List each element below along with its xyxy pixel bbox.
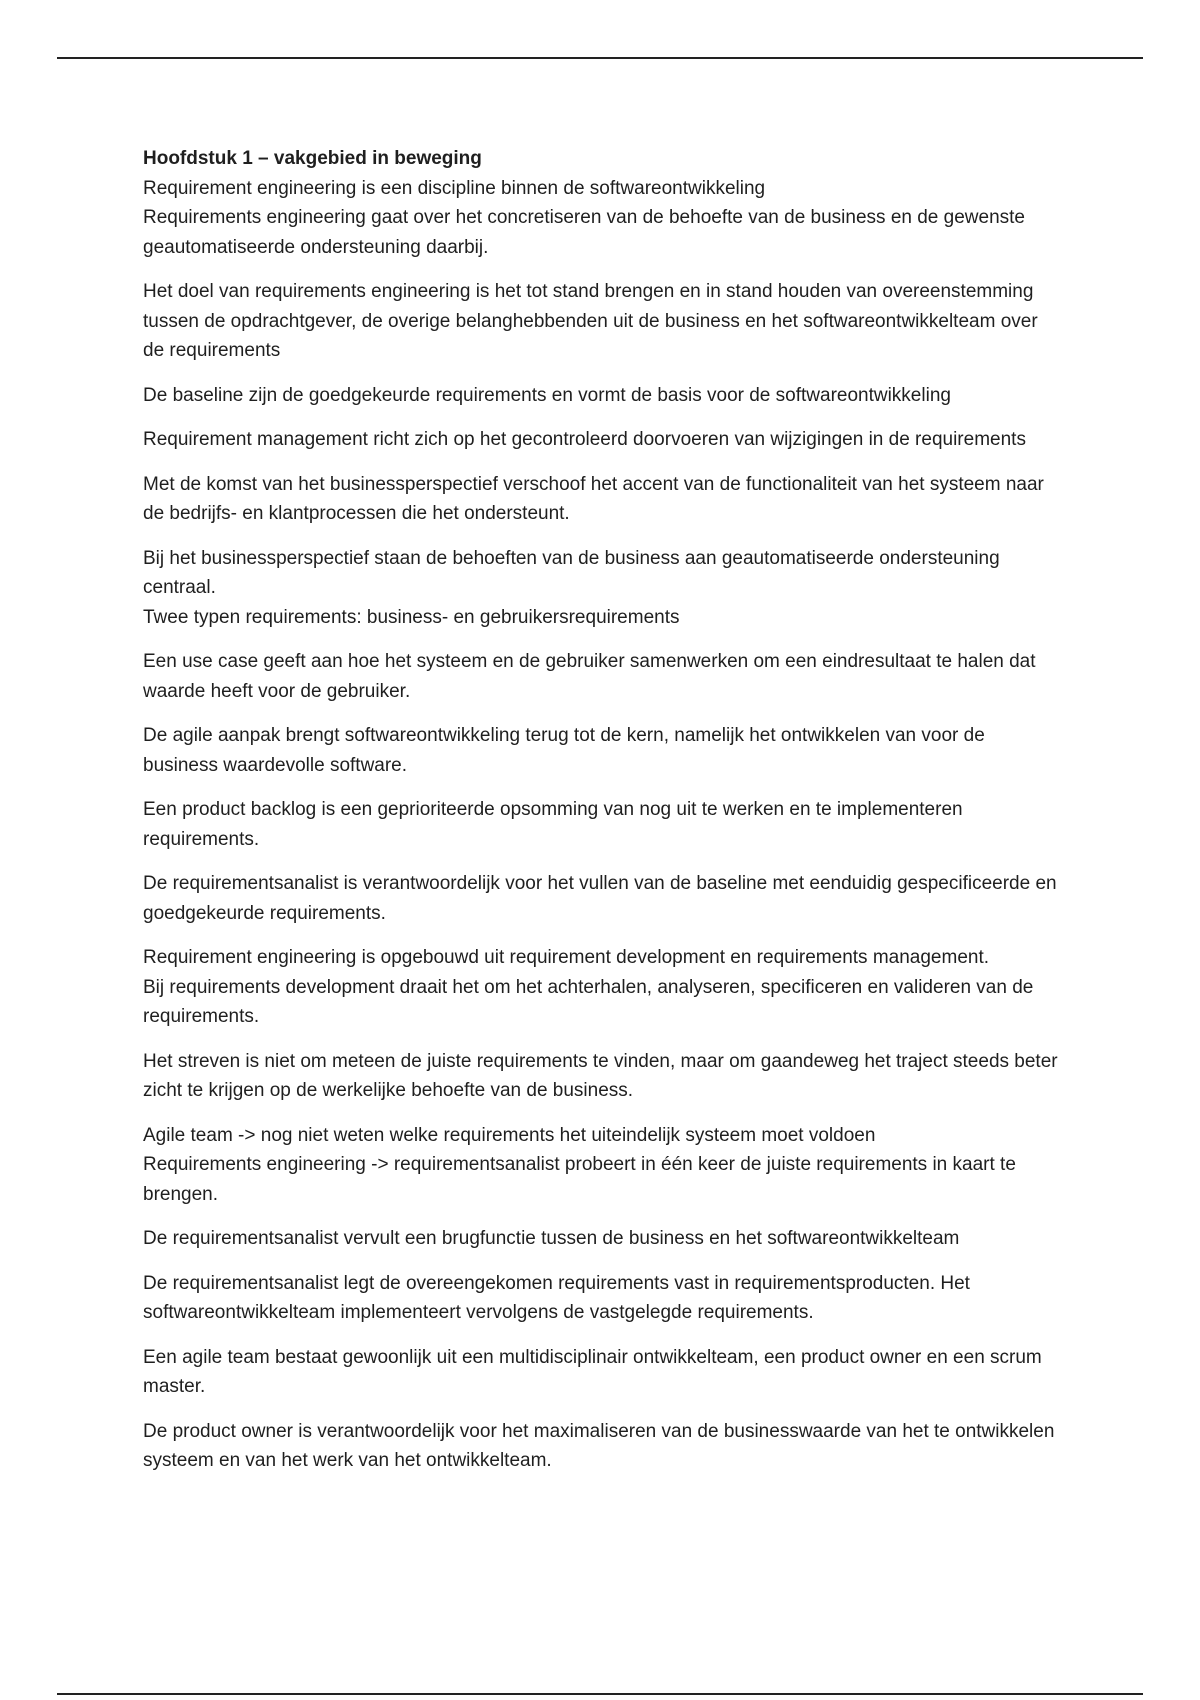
paragraph-line: Bij het businessperspectief staan de behoeften van de business aan geautomatiseerde ondersteuning centraal.: [143, 547, 1000, 598]
paragraph-line: Met de komst van het businessperspectief verschoof het accent van de functionaliteit van het systeem naar de bedrijfs- en klantprocessen die het ondersteunt.: [143, 473, 1044, 524]
paragraph: [143, 647, 1063, 706]
paragraph-line: Een product backlog is een geprioriteerde opsomming van nog uit te werken en te implementeren requirements.: [143, 799, 963, 850]
paragraph-line: Het streven is niet om meteen de juiste requirements te vinden, maar om gaandeweg het traject steeds beter zicht te krijgen op de werkelijke behoefte van de business.: [143, 1050, 1058, 1101]
paragraph: [143, 795, 1063, 854]
footer-rule: [57, 1693, 1143, 1695]
paragraph-line: De agile aanpak brengt softwareontwikkeling terug tot de kern, namelijk het ontwikkelen van voor de business waardevolle software.: [143, 725, 985, 776]
paragraph-line: De requirementsanalist vervult een brugfunctie tussen de business en het softwareontwikkelteam: [143, 1228, 960, 1249]
paragraph-line: De requirementsanalist legt de overeengekomen requirements vast in requirementsproducten. Het softwareontwikkelteam implementeert vervolgens de vastgelegde requirements.: [143, 1272, 970, 1323]
paragraph-line: Agile team -> nog niet weten welke requirements het uiteindelijk systeem moet voldoen: [143, 1124, 876, 1146]
paragraph-line: Bij requirements development draait het om het achterhalen, analyseren, specificeren en valideren van de requirements.: [143, 976, 1034, 1027]
paragraph: [143, 1121, 1063, 1210]
paragraph: [143, 470, 1063, 529]
paragraph: [143, 1269, 1063, 1328]
header-rule: [57, 57, 1143, 59]
paragraph-line: Requirement engineering is een discipline binnen de softwareontwikkeling: [143, 177, 766, 199]
paragraph: [143, 721, 1063, 780]
paragraph: [143, 381, 1063, 411]
paragraph: [143, 277, 1063, 366]
paragraph-line: Requirements engineering -> requirementsanalist probeert in één keer de juiste requirements in kaart te brengen.: [143, 1154, 1016, 1205]
paragraph-line: Een use case geeft aan hoe het systeem en de gebruiker samenwerken om een eindresultaat te halen dat waarde heeft voor de gebruiker.: [143, 651, 1036, 702]
paragraph: [143, 544, 1063, 633]
paragraph-line: Het doel van requirements engineering is het tot stand brengen en in stand houden van overeenstemming tussen de opdrachtgever, de overige belanghebbenden uit de business en het softwareontwikkelteam over de requirements: [143, 281, 1038, 361]
paragraph: [143, 943, 1063, 1032]
document-body: [143, 144, 1063, 1491]
paragraph-line: De baseline zijn de goedgekeurde requirements en vormt de basis voor de softwareontwikkeling: [143, 384, 951, 406]
paragraph-line: De requirementsanalist is verantwoordelijk voor het vullen van de baseline met eenduidig gespecificeerde en goedgekeurde requirements.: [143, 873, 1057, 924]
paragraph-line: De product owner is verantwoordelijk voor het maximaliseren van de businesswaarde van het te ontwikkelen systeem en van het werk van het ontwikkelteam.: [143, 1420, 1055, 1471]
paragraph: [143, 1343, 1063, 1402]
heading-block: [143, 144, 1063, 262]
chapter-heading: Hoofdstuk 1 – vakgebied in beweging: [143, 148, 482, 169]
paragraph: [143, 1417, 1063, 1476]
paragraph: [143, 869, 1063, 928]
paragraph-line: Requirement management richt zich op het gecontroleerd doorvoeren van wijzigingen in de requirements: [143, 429, 1026, 450]
paragraph: [143, 425, 1063, 455]
paragraph-line: Een agile team bestaat gewoonlijk uit een multidisciplinair ontwikkelteam, een product owner en een scrum master.: [143, 1346, 1042, 1397]
paragraph-line: Requirements engineering gaat over het concretiseren van de behoefte van de business en de gewenste geautomatiseerde ondersteuning daarbij.: [143, 207, 1025, 258]
paragraph-line: Twee typen requirements: business- en gebruikersrequirements: [143, 606, 680, 628]
paragraph: [143, 1224, 1063, 1254]
paragraph-line: Requirement engineering is opgebouwd uit requirement development en requirements management.: [143, 947, 990, 968]
paragraph: [143, 1047, 1063, 1106]
